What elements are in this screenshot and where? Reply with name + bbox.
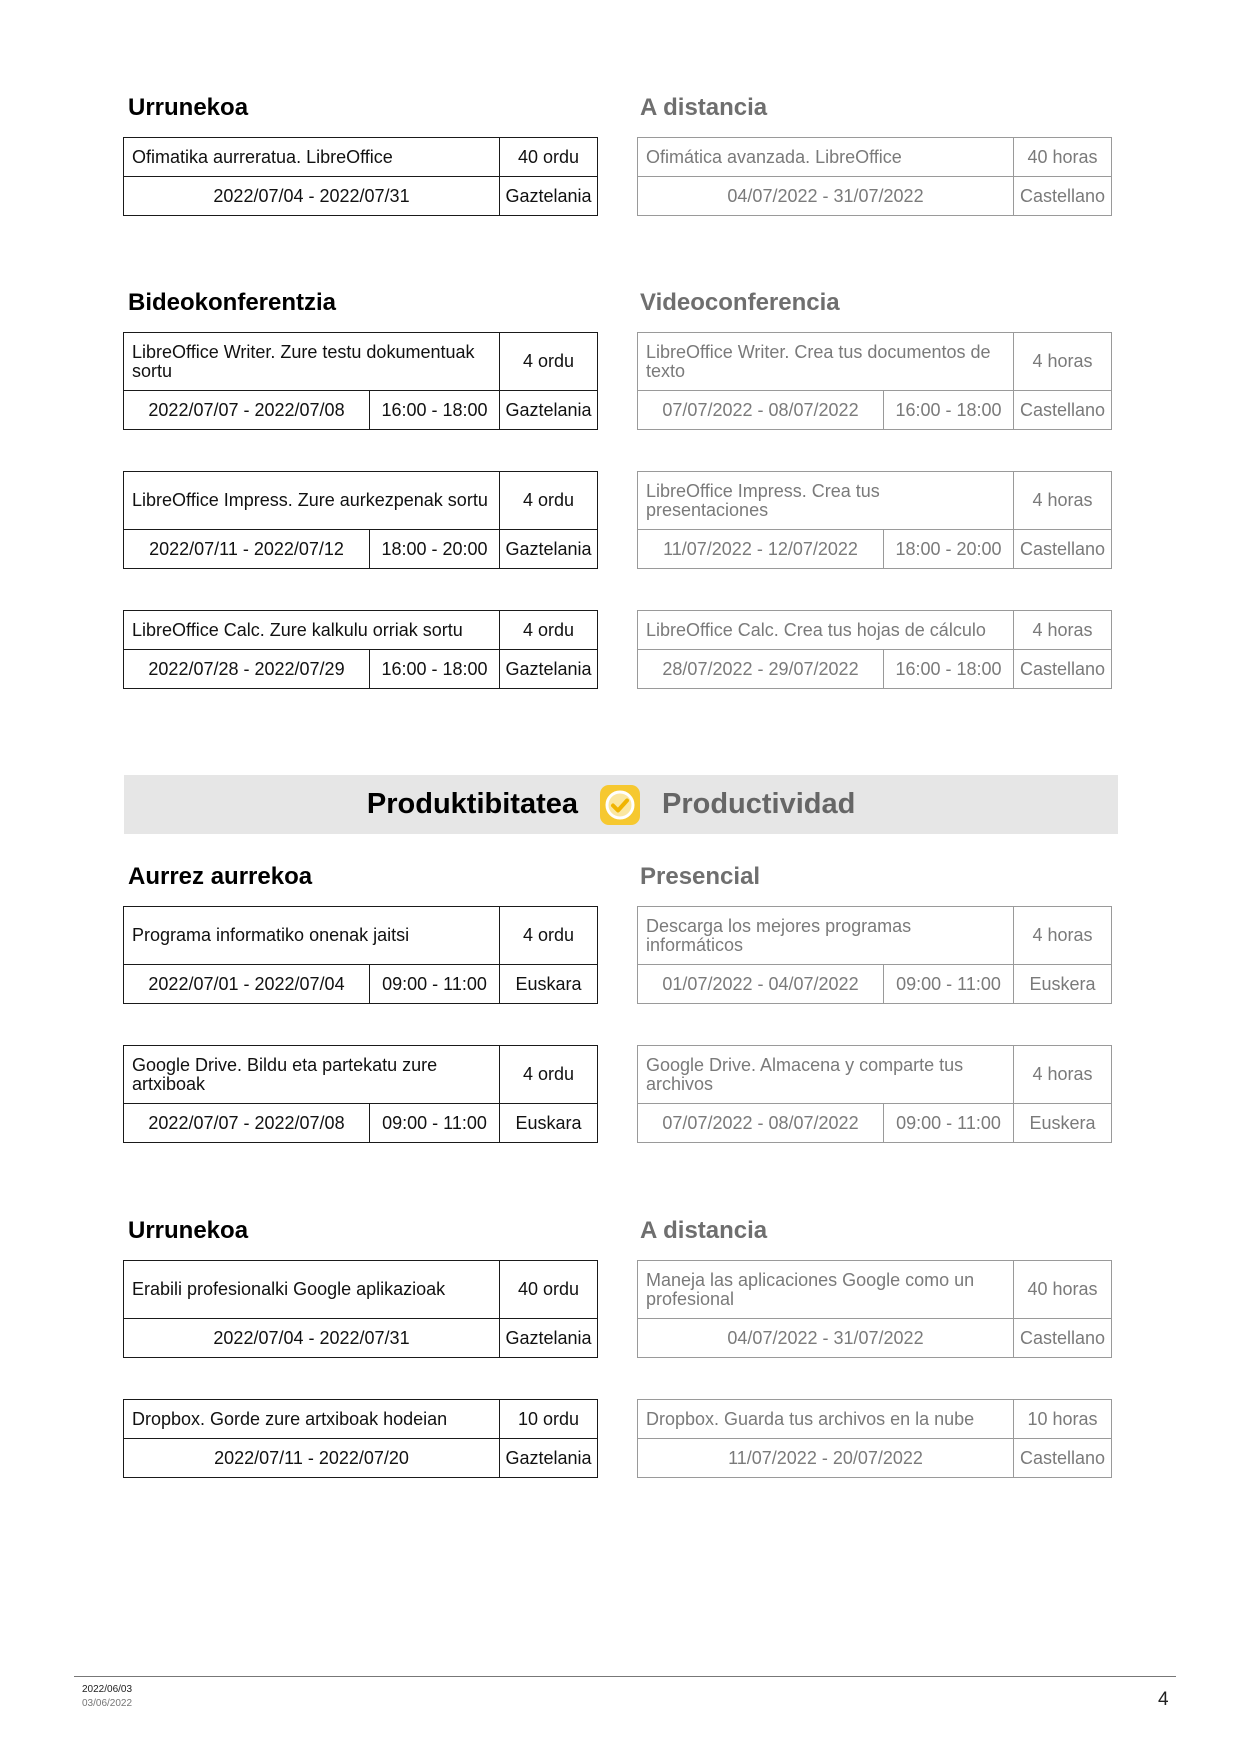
course-title: Google Drive. Bildu eta partekatu zure artxiboak: [124, 1046, 500, 1104]
course-title: LibreOffice Calc. Zure kalkulu orriak sortu: [124, 611, 500, 650]
course-dates: 11/07/2022 - 20/07/2022: [638, 1439, 1014, 1478]
course-card: [123, 137, 598, 216]
course-dates: 2022/07/07 - 2022/07/08: [124, 1104, 370, 1143]
course-dates: 04/07/2022 - 31/07/2022: [638, 1319, 1014, 1358]
check-badge-icon: [600, 785, 640, 825]
course-hours: 4 ordu: [500, 333, 598, 391]
course-time: 18:00 - 20:00: [884, 530, 1014, 569]
course-time: 16:00 - 18:00: [884, 391, 1014, 430]
course-card: [637, 332, 1112, 430]
course-title: Maneja las aplicaciones Google como un profesional: [638, 1261, 1014, 1319]
category-title-eu: Produktibitatea: [366, 788, 578, 820]
course-hours: 40 horas: [1014, 1261, 1112, 1319]
section-heading-presential-eu: Aurrez aurrekoa: [128, 863, 313, 890]
course-dates: 11/07/2022 - 12/07/2022: [638, 530, 884, 569]
course-card: [123, 610, 598, 689]
course-dates: 07/07/2022 - 08/07/2022: [638, 391, 884, 430]
course-language: Euskera: [1014, 965, 1112, 1004]
course-dates: 07/07/2022 - 08/07/2022: [638, 1104, 884, 1143]
course-language: Castellano: [1014, 1439, 1112, 1478]
footer-divider: [74, 1676, 1176, 1677]
course-language: Castellano: [1014, 177, 1112, 216]
course-card: [123, 332, 598, 430]
course-card: [637, 137, 1112, 216]
course-language: Gaztelania: [500, 530, 598, 569]
footer-date-es: 03/06/2022: [82, 1698, 133, 1709]
course-time: 09:00 - 11:00: [370, 965, 500, 1004]
course-dates: 28/07/2022 - 29/07/2022: [638, 650, 884, 689]
course-hours: 4 horas: [1014, 1046, 1112, 1104]
course-title: Dropbox. Gorde zure artxiboak hodeian: [124, 1400, 500, 1439]
course-language: Gaztelania: [500, 1439, 598, 1478]
course-card: [123, 471, 598, 569]
section-heading-remote-eu: Urrunekoa: [128, 94, 249, 121]
course-time: 18:00 - 20:00: [370, 530, 500, 569]
course-dates: 2022/07/04 - 2022/07/31: [124, 177, 500, 216]
course-hours: 4 ordu: [500, 1046, 598, 1104]
course-language: Gaztelania: [500, 391, 598, 430]
course-title: Ofimatika aurreratua. LibreOffice: [124, 138, 500, 177]
course-card: [637, 1399, 1112, 1478]
course-card: [637, 610, 1112, 689]
section-heading-remote-eu: Urrunekoa: [128, 1217, 249, 1244]
section-heading-video-eu: Bideokonferentzia: [128, 289, 337, 316]
course-time: 16:00 - 18:00: [370, 650, 500, 689]
course-hours: 10 ordu: [500, 1400, 598, 1439]
course-title: Google Drive. Almacena y comparte tus archivos: [638, 1046, 1014, 1104]
course-title: Programa informatiko onenak jaitsi: [124, 907, 500, 965]
section-heading-video-es: Videoconferencia: [640, 289, 840, 316]
course-language: Gaztelania: [500, 177, 598, 216]
category-banner: [124, 775, 1118, 834]
course-language: Gaztelania: [500, 650, 598, 689]
course-time: 09:00 - 11:00: [884, 1104, 1014, 1143]
course-dates: 2022/07/11 - 2022/07/20: [124, 1439, 500, 1478]
course-hours: 4 ordu: [500, 472, 598, 530]
course-hours: 4 ordu: [500, 907, 598, 965]
section-heading-remote-es: A distancia: [640, 1217, 768, 1244]
course-dates: 04/07/2022 - 31/07/2022: [638, 177, 1014, 216]
course-hours: 4 horas: [1014, 333, 1112, 391]
course-language: Castellano: [1014, 1319, 1112, 1358]
course-dates: 2022/07/07 - 2022/07/08: [124, 391, 370, 430]
course-title: LibreOffice Impress. Zure aurkezpenak sortu: [124, 472, 500, 530]
course-card: [123, 906, 598, 1004]
course-dates: 2022/07/28 - 2022/07/29: [124, 650, 370, 689]
section-heading-remote-es: A distancia: [640, 94, 768, 121]
course-title: LibreOffice Writer. Crea tus documentos de texto: [638, 333, 1014, 391]
course-title: Ofimática avanzada. LibreOffice: [638, 138, 1014, 177]
course-title: Descarga los mejores programas informáticos: [638, 907, 1014, 965]
course-title: Dropbox. Guarda tus archivos en la nube: [638, 1400, 1014, 1439]
course-card: [637, 471, 1112, 569]
course-card: [123, 1399, 598, 1478]
course-card: [637, 1260, 1112, 1358]
course-language: Gaztelania: [500, 1319, 598, 1358]
course-hours: 40 ordu: [500, 1261, 598, 1319]
course-language: Euskera: [1014, 1104, 1112, 1143]
footer-date-eu: 2022/06/03: [82, 1684, 133, 1695]
course-dates: 2022/07/04 - 2022/07/31: [124, 1319, 500, 1358]
course-hours: 4 ordu: [500, 611, 598, 650]
section-heading-presential-es: Presencial: [640, 863, 761, 890]
course-time: 09:00 - 11:00: [884, 965, 1014, 1004]
course-title: LibreOffice Writer. Zure testu dokumentuak sortu: [124, 333, 500, 391]
course-hours: 4 horas: [1014, 611, 1112, 650]
course-language: Castellano: [1014, 650, 1112, 689]
course-card: [637, 1045, 1112, 1143]
course-card: [123, 1045, 598, 1143]
course-time: 16:00 - 18:00: [884, 650, 1014, 689]
course-time: 09:00 - 11:00: [370, 1104, 500, 1143]
course-title: LibreOffice Impress. Crea tus presentaciones: [638, 472, 1014, 530]
course-dates: 01/07/2022 - 04/07/2022: [638, 965, 884, 1004]
course-card: [123, 1260, 598, 1358]
course-language: Castellano: [1014, 530, 1112, 569]
course-title: LibreOffice Calc. Crea tus hojas de cálculo: [638, 611, 1014, 650]
course-hours: 4 horas: [1014, 907, 1112, 965]
course-card: [637, 906, 1112, 1004]
course-language: Euskara: [500, 965, 598, 1004]
course-dates: 2022/07/01 - 2022/07/04: [124, 965, 370, 1004]
course-hours: 40 horas: [1014, 138, 1112, 177]
course-dates: 2022/07/11 - 2022/07/12: [124, 530, 370, 569]
course-language: Castellano: [1014, 391, 1112, 430]
course-title: Erabili profesionalki Google aplikazioak: [124, 1261, 500, 1319]
category-title-es: Productividad: [662, 788, 856, 820]
course-language: Euskara: [500, 1104, 598, 1143]
course-hours: 10 horas: [1014, 1400, 1112, 1439]
course-hours: 40 ordu: [500, 138, 598, 177]
page-number: 4: [1158, 1689, 1169, 1710]
course-hours: 4 horas: [1014, 472, 1112, 530]
course-time: 16:00 - 18:00: [370, 391, 500, 430]
